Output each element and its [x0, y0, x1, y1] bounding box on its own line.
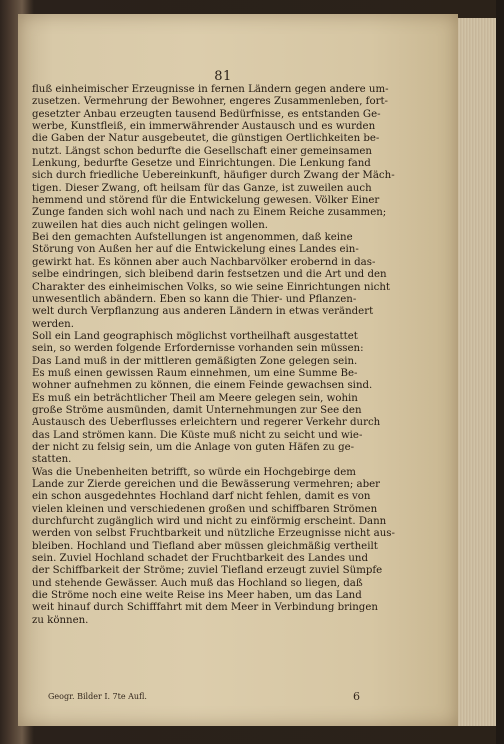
text-line: zuweilen hat dies auch nicht gelingen wollen.: [32, 219, 268, 231]
text-line: werden.: [32, 318, 74, 330]
text-line: bleiben. Hochland und Tiefland aber müssen gleichmäßig vertheilt: [32, 540, 378, 552]
book-page: [18, 14, 458, 726]
page-number: 81: [214, 69, 232, 84]
sheet-number: 6: [353, 690, 360, 703]
text-line: große Ströme ausmünden, damit Unternehmungen zur See den: [32, 404, 362, 416]
text-line: fluß einheimischer Erzeugnisse in fernen Ländern gegen andere um-: [32, 84, 389, 95]
text-line: Soll ein Land geographisch möglichst vortheilhaft ausgestattet: [32, 330, 358, 342]
text-line: Austausch des Ueberflusses erleichtern und regerer Verkehr durch: [32, 417, 381, 429]
text-line: Störung von Außen her auf die Entwickelung eines Landes ein-: [32, 244, 359, 256]
text-line: Lande zur Zierde gereichen und die Bewässerung vermehren; aber: [32, 479, 381, 490]
text-line: vielen kleinen und verschiedenen großen und schiffbaren Strömen: [32, 503, 378, 515]
text-line: und stehende Gewässer. Auch muß das Hochland so liegen, daß: [32, 577, 363, 589]
text-line: sich durch friedliche Uebereinkunft, häufiger durch Zwang der Mäch-: [32, 170, 395, 182]
text-line: Lenkung, bedurfte Gesetze und Einrichtungen. Die Lenkung fand: [32, 158, 371, 170]
text-line: Zunge fanden sich wohl nach und nach zu Einem Reiche zusammen;: [32, 207, 387, 219]
page-footer: [48, 692, 408, 706]
text-line: der nicht zu felsig sein, um die Anlage von guten Häfen zu ge-: [32, 441, 355, 453]
text-line: gesetzter Anbau erzeugten tausend Bedürfnisse, es entstanden Ge-: [32, 108, 381, 120]
text-line: werden von selbst Fruchtbarkeit und nützliche Erzeugnisse nicht aus-: [32, 528, 395, 540]
text-line: unwesentlich abändern. Eben so kann die Thier- und Pflanzen-: [32, 293, 357, 305]
text-line: das Land strömen kann. Die Küste muß nicht zu seicht und wie-: [32, 429, 363, 441]
text-line: selbe eindringen, sich bleibend darin festsetzen und die Art und den: [32, 269, 387, 281]
text-line: welt durch Verpflanzung aus anderen Ländern in etwas verändert: [32, 306, 374, 318]
text-line: durchfurcht zugänglich wird und nicht zu einförmig erscheint. Dann: [32, 516, 387, 528]
text-line: werbe, Kunstfleiß, ein immerwährender Austausch und es wurden: [32, 121, 376, 133]
text-line: weit hinauf durch Schifffahrt mit dem Meer in Verbindung bringen: [32, 602, 378, 614]
text-line: nutzt. Längst schon bedurfte die Gesellschaft einer gemeinsamen: [32, 145, 372, 157]
text-line: Das Land muß in der mittleren gemäßigten Zone gelegen sein.: [32, 355, 358, 367]
text-line: Es muß einen gewissen Raum einnehmen, um eine Summe Be-: [32, 367, 358, 379]
text-line: Was die Unebenheiten betrifft, so würde ein Hochgebirge dem: [32, 466, 356, 478]
text-line: Charakter des einheimischen Volks, so wie seine Einrichtungen nicht: [32, 281, 391, 293]
text-line: hemmend und störend für die Entwickelung gewesen. Völker Einer: [32, 195, 380, 207]
text-line: zusetzen. Vermehrung der Bewohner, engeres Zusammenleben, fort-: [32, 96, 388, 108]
book-spine: [496, 0, 504, 744]
page-edges: [458, 18, 498, 726]
text-line: tigen. Dieser Zwang, oft heilsam für das Ganze, ist zuweilen auch: [32, 182, 372, 194]
text-line: wohner aufnehmen zu können, die einem Feinde gewachsen sind.: [32, 380, 373, 392]
text-line: der Schiffbarkeit der Ströme; zuviel Tiefland erzeugt zuviel Sümpfe: [32, 565, 383, 577]
text-line: die Ströme noch eine weite Reise ins Meer haben, um das Land: [32, 590, 362, 602]
text-line: Es muß ein beträchtlicher Theil am Meere gelegen sein, wohin: [32, 392, 358, 404]
text-line: gewirkt hat. Es können aber auch Nachbarvölker erobernd in das-: [32, 256, 376, 268]
text-line: zu können.: [32, 614, 89, 626]
text-line: die Gaben der Natur ausgebeutet, die günstigen Oertlichkeiten be-: [32, 133, 380, 145]
text-line: ein schon ausgedehntes Hochland darf nicht fehlen, damit es von: [32, 491, 371, 503]
text-line: sein, so werden folgende Erfordernisse vorhanden sein müssen:: [32, 343, 364, 355]
text-line: statten.: [32, 454, 72, 466]
text-line: sein. Zuviel Hochland schadet der Fruchtbarkeit des Landes und: [32, 553, 368, 565]
body-text: [32, 84, 438, 627]
text-line: Bei den gemachten Aufstellungen ist angenommen, daß keine: [32, 232, 353, 244]
printer-signature: Geogr. Bilder I. 7te Aufl.: [48, 692, 147, 701]
